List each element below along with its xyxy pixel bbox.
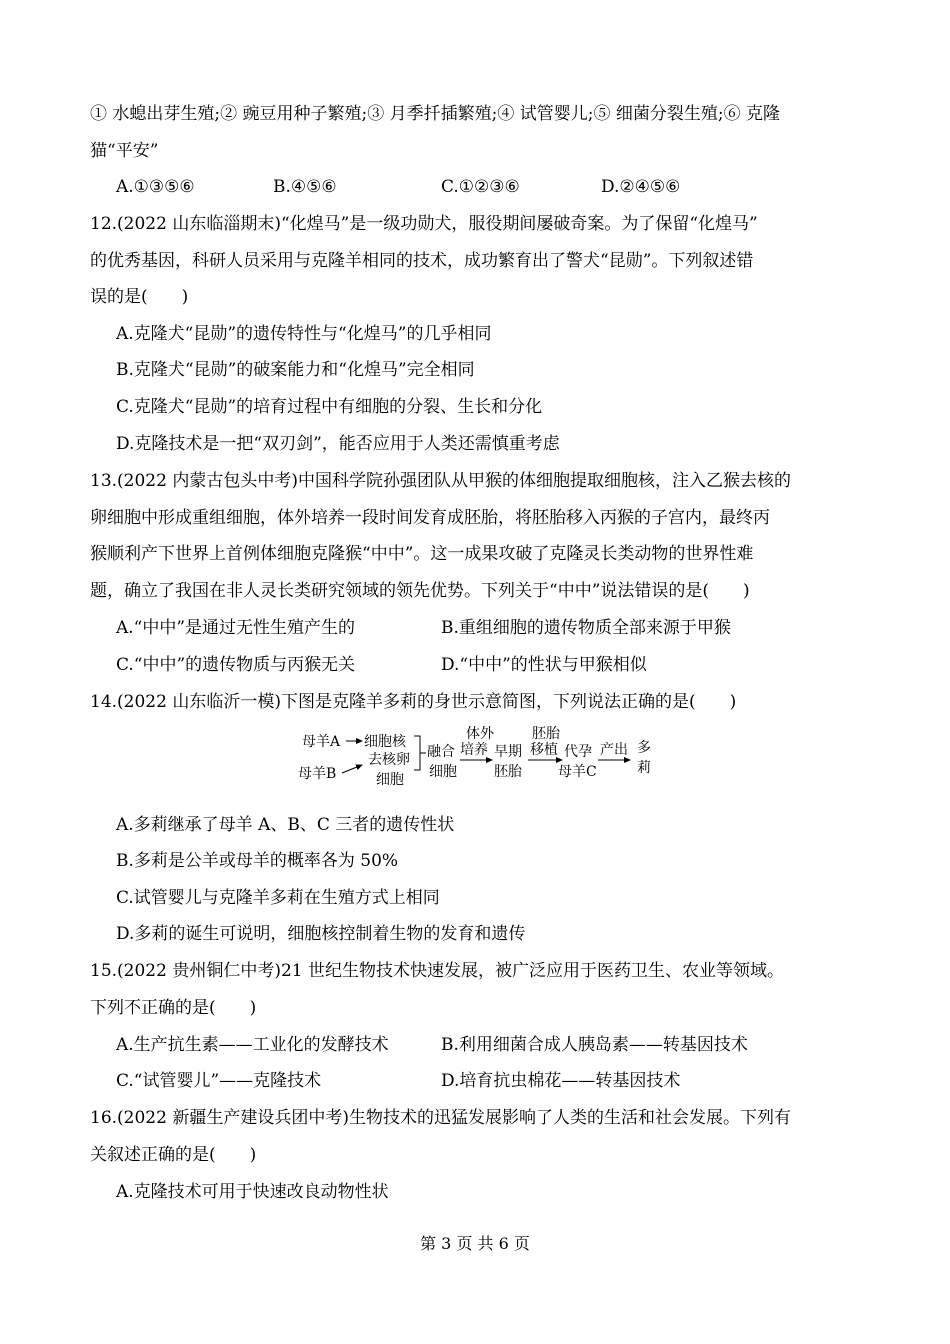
- diagram-sheep-a: 母羊A: [302, 734, 341, 750]
- q12-option-d: D.克隆技术是一把“双刃剑”，能否应用于人类还需慎重考虑: [116, 434, 560, 454]
- diagram-dolly-line2: 莉: [637, 760, 651, 776]
- diagram-surrogate-line1: 代孕: [564, 744, 592, 760]
- q11-stem-line-1: ① 水螅出芽生殖;② 豌豆用种子繁殖;③ 月季扦插繁殖;④ 试管婴儿;⑤ 细菌分裂生殖;⑥ 克隆: [90, 104, 781, 124]
- arrow-b-to-egg: [342, 765, 362, 773]
- dolly-origin-diagram: [296, 722, 666, 794]
- q14-stem: 14.(2022 山东临沂一模)下图是克隆羊多莉的身世示意简图，下列说法正确的是( ): [90, 692, 737, 712]
- q13-option-d: D.“中中”的性状与甲猴相似: [441, 655, 647, 675]
- diagram-egg-line1: 去核卵: [368, 752, 410, 768]
- q11-option-c: C.①②③⑥: [441, 177, 520, 197]
- merge-bracket: [414, 736, 420, 770]
- diagram-birth: 产出: [600, 742, 628, 758]
- q12-option-c: C.克隆犬“昆勋”的培育过程中有细胞的分裂、生长和分化: [116, 397, 543, 417]
- q11-option-d: D.②④⑤⑥: [601, 177, 681, 197]
- q11-stem-line-2: 猫“平安”: [90, 141, 159, 161]
- diagram-egg-line2: 细胞: [376, 772, 404, 788]
- diagram-transplant-line2: 移植: [530, 742, 558, 758]
- q16-stem-line-2: 关叙述正确的是( ): [90, 1145, 257, 1165]
- q16-stem-line-1: 16.(2022 新疆生产建设兵团中考)生物技术的迅猛发展影响了人类的生活和社会发展。下列有: [90, 1108, 791, 1128]
- q15-option-d: D.培育抗虫棉花——转基因技术: [441, 1071, 681, 1091]
- q13-stem-line-2: 卵细胞中形成重组细胞，体外培养一段时间发育成胚胎，将胚胎移入丙猴的子宫内，最终丙: [90, 508, 770, 528]
- diagram-fuse-line2: 细胞: [429, 764, 457, 780]
- q15-stem-line-1: 15.(2022 贵州铜仁中考)21 世纪生物技术快速发展，被广泛应用于医药卫生、农业等领域。: [90, 961, 785, 981]
- q13-option-c: C.“中中”的遗传物质与丙猴无关: [116, 655, 356, 675]
- q15-option-a: A.生产抗生素——工业化的发酵技术: [116, 1035, 389, 1055]
- q15-option-c: C.“试管婴儿”——克隆技术: [116, 1071, 322, 1091]
- q13-option-b: B.重组细胞的遗传物质全部来源于甲猴: [441, 618, 731, 638]
- diagram-transplant-line1: 胚胎: [532, 726, 560, 742]
- page-footer: 第 3 页 共 6 页: [420, 1234, 530, 1253]
- q12-option-a: A.克隆犬“昆勋”的遗传特性与“化煌马”的几乎相同: [116, 324, 492, 344]
- diagram-culture-line1: 体外: [466, 726, 494, 742]
- q14-option-d: D.多莉的诞生可说明，细胞核控制着生物的发育和遗传: [116, 924, 526, 944]
- diagram-early-line2: 胚胎: [494, 764, 522, 780]
- q16-option-a: A.克隆技术可用于快速改良动物性状: [116, 1182, 389, 1202]
- q15-stem-line-2: 下列不正确的是( ): [90, 998, 257, 1018]
- q13-option-a: A.“中中”是通过无性生殖产生的: [116, 618, 356, 638]
- diagram-fuse-line1: 融合: [427, 744, 455, 760]
- q13-stem-line-4: 题，确立了我国在非人灵长类研究领域的领先优势。下列关于“中中”说法错误的是( ): [90, 581, 750, 601]
- diagram-nucleus: 细胞核: [364, 734, 406, 750]
- q14-option-a: A.多莉继承了母羊 A、B、C 三者的遗传性状: [116, 815, 455, 835]
- diagram-sheep-b: 母羊B: [298, 766, 337, 782]
- q11-option-b: B.④⑤⑥: [273, 177, 337, 197]
- diagram-surrogate-line2: 母羊C: [558, 764, 597, 780]
- diagram-early-line1: 早期: [494, 744, 522, 760]
- q12-option-b: B.克隆犬“昆勋”的破案能力和“化煌马”完全相同: [116, 360, 475, 380]
- q14-option-c: C.试管婴儿与克隆羊多莉在生殖方式上相同: [116, 888, 440, 908]
- q12-stem-line-1: 12.(2022 山东临淄期末)“化煌马”是一级功勋犬，服役期间屡破奇案。为了保留“化煌马”: [90, 214, 758, 234]
- diagram-dolly-line1: 多: [637, 740, 651, 756]
- q14-option-b: B.多莉是公羊或母羊的概率各为 50%: [116, 851, 399, 871]
- q13-stem-line-3: 猴顺利产下世界上首例体细胞克隆猴“中中”。这一成果攻破了克隆灵长类动物的世界性难: [90, 544, 754, 564]
- q12-stem-line-3: 误的是( ): [90, 287, 189, 307]
- diagram-culture-line2: 培养: [460, 742, 488, 758]
- q12-stem-line-2: 的优秀基因，科研人员采用与克隆羊相同的技术，成功繁育出了警犬“昆勋”。下列叙述错: [90, 251, 754, 271]
- q15-option-b: B.利用细菌合成人胰岛素——转基因技术: [441, 1035, 748, 1055]
- q13-stem-line-1: 13.(2022 内蒙古包头中考)中国科学院孙强团队从甲猴的体细胞提取细胞核，注入乙猴去核的: [90, 471, 791, 491]
- q11-option-a: A.①③⑤⑥: [116, 177, 195, 197]
